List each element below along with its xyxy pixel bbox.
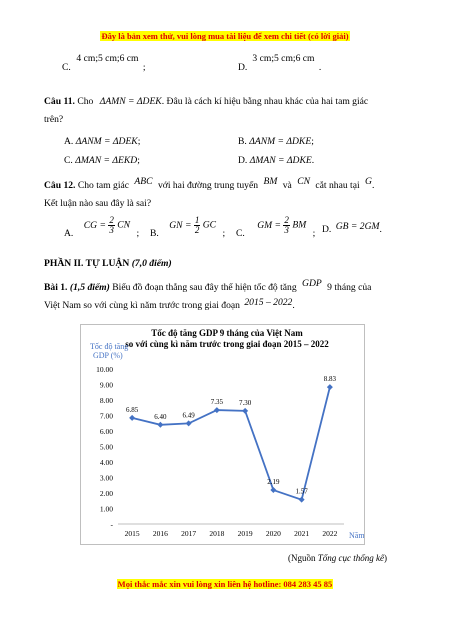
- top-banner-text: Đây là bản xem thử, vui lòng mua tài liệu để xem chi tiết (có lời giải): [101, 31, 349, 41]
- question-text: .: [371, 180, 375, 191]
- question-text: Cho tam giác: [77, 180, 130, 191]
- data-point: [299, 497, 305, 503]
- denominator: 2: [194, 225, 200, 235]
- exercise-text: 9 tháng của: [327, 282, 372, 293]
- data-label: 6.49: [182, 411, 195, 420]
- option-sep: ;: [312, 227, 316, 239]
- data-point: [157, 422, 163, 428]
- option-c-text: 4 cm;5 cm;6 cm: [76, 53, 139, 64]
- y-tick-label: 7.00: [99, 411, 113, 421]
- option-sep: ;: [222, 227, 226, 239]
- data-point: [242, 408, 248, 414]
- question-12-line2: Kết luận nào sau đây là sai?: [44, 198, 152, 209]
- option-text: CG =: [83, 219, 106, 231]
- chart-svg: [81, 325, 364, 544]
- chart-title: Tốc độ tăng GDP 9 tháng của Việt Nam: [151, 328, 303, 338]
- q12-option-c: [236, 216, 315, 246]
- x-tick-label: 2015: [124, 529, 140, 538]
- question-label: Câu 12.: [44, 180, 76, 191]
- y-axis-label-unit: GDP (%): [93, 351, 123, 360]
- option-text: GC: [202, 219, 217, 231]
- y-tick-label: 3.00: [99, 473, 113, 483]
- fraction: [108, 216, 115, 235]
- source-prefix: (Nguồn: [288, 553, 318, 563]
- source-suffix: ): [383, 553, 387, 563]
- option-text: BM: [292, 219, 307, 231]
- data-point: [186, 420, 192, 426]
- prev-option-d: [238, 53, 322, 74]
- y-tick-label: 1.00: [99, 504, 113, 514]
- y-axis-label: Tốc độ tăng: [90, 342, 129, 351]
- question-12: [44, 176, 375, 192]
- option-label: C.: [62, 62, 71, 73]
- data-label: 7.30: [239, 398, 252, 407]
- option-label: A.: [64, 227, 74, 239]
- question-text: cắt nhau tại: [315, 180, 360, 191]
- exercise-text: Việt Nam so với cùng kì năm trước trong giai đoạn: [44, 300, 240, 311]
- question-11-line2: trên?: [44, 114, 64, 125]
- part-2-heading: [44, 258, 172, 270]
- option-text: GM =: [257, 219, 282, 231]
- data-label: 1.57: [295, 487, 308, 496]
- option-text: ΔANM = ΔDKE: [249, 136, 312, 147]
- q12-option-d: [322, 216, 382, 246]
- numerator: 2: [284, 215, 289, 225]
- denominator: 3: [109, 225, 114, 235]
- data-point: [327, 384, 333, 390]
- option-sep: .: [318, 62, 322, 73]
- exercise-points: (1,5 điểm): [69, 282, 110, 293]
- option-label: C.: [236, 227, 245, 239]
- x-tick-label: 2018: [209, 529, 225, 538]
- source-name: Tổng cục thống kê: [317, 553, 384, 563]
- bottom-banner-text: Mọi thắc mắc xin vui lòng xin liên hệ hotline: 084 283 45 85: [117, 579, 333, 589]
- math-expression: GDP: [302, 278, 322, 289]
- exercise-1: [44, 278, 372, 294]
- denominator: 3: [284, 225, 289, 235]
- data-label: 6.85: [126, 405, 139, 414]
- question-11: [44, 96, 368, 108]
- math-expression: CN: [297, 176, 310, 187]
- chart-marks: [96, 365, 344, 538]
- option-sep: ;: [311, 136, 314, 147]
- x-tick-label: 2019: [237, 529, 253, 538]
- fraction: [283, 216, 290, 235]
- y-tick-label: 8.00: [99, 396, 113, 405]
- option-text: GN =: [169, 219, 192, 231]
- question-text: . Đâu là cách kí hiệu bằng nhau khác của hai tam giác: [161, 96, 369, 107]
- data-label: 7.35: [210, 398, 223, 407]
- option-text: ΔMAN = ΔDKE: [249, 155, 312, 166]
- chart-source: [288, 553, 387, 563]
- y-tick-label: 6.00: [99, 427, 113, 436]
- option-text: GB = 2GM: [335, 221, 380, 232]
- y-tick-label: 10.00: [96, 365, 113, 374]
- data-label: 2.19: [267, 478, 280, 487]
- y-tick-label: -: [110, 520, 113, 529]
- y-tick-label: 4.00: [99, 458, 113, 467]
- question-text: và: [282, 180, 292, 191]
- numerator: 1: [194, 215, 200, 225]
- question-label: Câu 11.: [44, 96, 75, 107]
- fraction: [194, 216, 201, 235]
- question-text: với hai đường trung tuyến: [157, 180, 259, 191]
- option-sep: ;: [137, 155, 140, 166]
- gdp-line-chart: [80, 324, 365, 545]
- part-title: PHẦN II. TỰ LUẬN: [44, 258, 130, 269]
- option-d-text: 3 cm;5 cm;6 cm: [252, 53, 315, 64]
- q11-option-d: [238, 155, 314, 167]
- y-tick-label: 5.00: [99, 442, 113, 452]
- q11-option-a: [64, 136, 140, 148]
- math-expression: G: [365, 176, 372, 187]
- option-text: ΔMAN = ΔEKD: [75, 155, 138, 166]
- y-tick-label: 2.00: [99, 489, 113, 498]
- data-label: 6.40: [154, 412, 167, 421]
- x-axis-label: Năm: [349, 531, 364, 540]
- math-expression: ΔAMN = ΔDEK: [99, 96, 162, 107]
- series-line: [132, 387, 330, 500]
- exercise-text: .: [292, 300, 295, 311]
- q12-option-a: [64, 216, 139, 246]
- option-sep: .: [311, 155, 315, 166]
- data-label: 8.83: [323, 375, 336, 384]
- option-text: ΔANM = ΔDEK: [75, 136, 138, 147]
- top-banner: [0, 31, 450, 41]
- data-point: [270, 487, 276, 493]
- question-text: Cho: [77, 96, 94, 107]
- option-sep: ;: [137, 136, 141, 147]
- x-tick-label: 2021: [294, 529, 310, 538]
- option-label: D.: [238, 155, 248, 166]
- part-points: (7,0 điểm): [131, 258, 172, 269]
- numerator: 2: [109, 215, 114, 225]
- option-label: B.: [238, 136, 247, 147]
- data-point: [129, 415, 135, 421]
- option-label: A.: [64, 136, 74, 147]
- q11-option-b: [238, 136, 314, 148]
- math-expression: ABC: [134, 176, 153, 187]
- option-label: B.: [150, 227, 159, 239]
- x-tick-label: 2016: [152, 529, 168, 538]
- prev-option-c: [62, 53, 146, 74]
- x-tick-label: 2022: [322, 529, 338, 538]
- option-sep: .: [379, 224, 382, 235]
- chart-subtitle: so với cùng kì năm trước trong giai đoạn 2015 – 2022: [125, 339, 329, 349]
- data-point: [214, 407, 220, 413]
- x-tick-label: 2017: [181, 529, 197, 538]
- math-expression: BM: [263, 176, 278, 187]
- option-label: C.: [64, 155, 73, 166]
- option-text: CN: [117, 219, 131, 231]
- x-tick-label: 2020: [265, 529, 281, 538]
- exercise-text: Biểu đồ đoạn thẳng sau đây thể hiện tốc độ tăng: [112, 282, 297, 293]
- option-sep: ;: [136, 227, 140, 239]
- option-label: D.: [322, 224, 332, 235]
- q11-option-c: [64, 155, 140, 167]
- math-expression: 2015 – 2022: [244, 297, 293, 308]
- exercise-label: Bài 1.: [44, 282, 68, 293]
- q12-option-b: [150, 216, 225, 246]
- exercise-1-line2: [44, 297, 295, 312]
- bottom-banner: [0, 579, 450, 589]
- option-sep: ;: [142, 62, 146, 73]
- option-label: D.: [238, 62, 248, 73]
- y-tick-label: 9.00: [99, 380, 113, 390]
